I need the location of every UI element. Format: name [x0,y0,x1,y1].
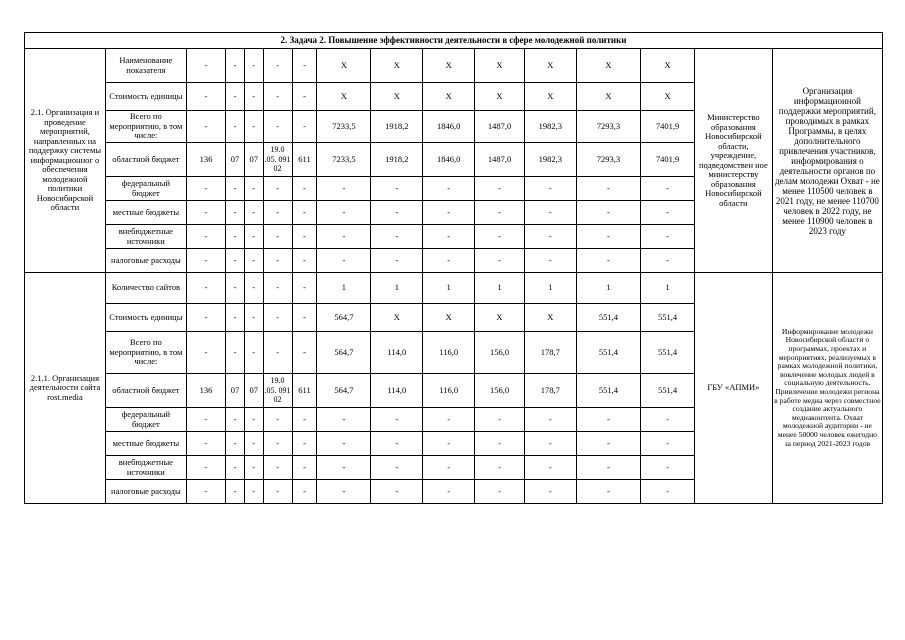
code-cell: - [263,49,292,83]
code-cell: - [244,304,263,332]
expected-result-cell: Организация информационной поддержки мероприятий, проводимых в рамках Программы, в целях дополнительного привлечения участников, информирования о деятельности органов по делам молодежи Охват - не менее 110500 человек в 2021 году, не менее 110700 человек в 2022 году, не менее 110900 человек в 2023 году [772,49,882,273]
value-cell: 1 [641,273,695,304]
code-cell: - [226,83,245,111]
code-cell: - [244,83,263,111]
code-cell: - [292,225,317,249]
value-cell: - [475,456,525,480]
value-cell: - [576,225,640,249]
code-cell: 19.0 .05. 091 02 [263,143,292,177]
executor-cell: Министерство образования Новосибирской области, учреждение, подведомствен ное министерству образования Новосибирской области [694,49,772,273]
code-cell: - [244,273,263,304]
code-cell: - [263,177,292,201]
code-cell: - [186,49,225,83]
code-cell: 19.0 .05. 091 02 [263,374,292,408]
code-cell: - [292,111,317,143]
value-cell: 178,7 [524,332,576,374]
value-cell: - [317,432,371,456]
value-cell: 7401,9 [641,143,695,177]
code-cell: 07 [226,143,245,177]
indicator-label: Стоимость единицы [105,83,186,111]
code-cell: - [186,304,225,332]
value-cell: 564,7 [317,304,371,332]
value-cell: - [371,480,423,504]
code-cell: - [186,201,225,225]
value-cell: - [371,408,423,432]
indicator-label: Наименование показателя [105,49,186,83]
value-cell: - [371,201,423,225]
value-cell: Х [524,83,576,111]
value-cell: Х [475,304,525,332]
code-cell: - [244,332,263,374]
value-cell: 114,0 [371,332,423,374]
code-cell: - [292,273,317,304]
code-cell: - [226,456,245,480]
code-cell: 136 [186,374,225,408]
code-cell: - [226,49,245,83]
value-cell: - [524,249,576,273]
value-cell: Х [371,304,423,332]
code-cell: 611 [292,374,317,408]
code-cell: 611 [292,143,317,177]
value-cell: 551,4 [641,332,695,374]
value-cell: - [423,249,475,273]
value-cell: - [524,432,576,456]
code-cell: - [292,83,317,111]
value-cell: - [641,201,695,225]
value-cell: 551,4 [576,304,640,332]
code-cell: - [244,177,263,201]
code-cell: 07 [226,374,245,408]
code-cell: - [263,408,292,432]
code-cell: - [263,111,292,143]
value-cell: - [475,408,525,432]
value-cell: - [524,456,576,480]
table-row [25,49,883,83]
value-cell: - [641,480,695,504]
code-cell: - [226,111,245,143]
value-cell: Х [475,83,525,111]
value-cell: Х [641,83,695,111]
code-cell: - [186,83,225,111]
code-cell: - [186,332,225,374]
code-cell: - [292,332,317,374]
expected-result-cell: Информирование молодежи Новосибирской области о программах, проектах и мероприятиях, реализуемых в рамках молодежной политики, вовлечение молодых людей в социальную деятельность. Привлечение молодежи региона в работе медиа через совместное создание актуального медиаконтента. Охват молодежной аудитории - не менее 50000 человек ежегодно за период 2021-2023 годов [772,273,882,504]
value-cell: 7293,3 [576,143,640,177]
code-cell: - [292,177,317,201]
code-cell: - [226,249,245,273]
value-cell: Х [317,49,371,83]
code-cell: - [292,432,317,456]
value-cell: - [641,432,695,456]
value-cell: Х [423,49,475,83]
code-cell: - [263,304,292,332]
value-cell: - [371,225,423,249]
value-cell: 7401,9 [641,111,695,143]
value-cell: 551,4 [641,304,695,332]
indicator-label: местные бюджеты [105,432,186,456]
value-cell: - [641,225,695,249]
value-cell: - [475,225,525,249]
code-cell: - [244,201,263,225]
value-cell: Х [524,49,576,83]
value-cell: 116,0 [423,374,475,408]
value-cell: 551,4 [576,332,640,374]
code-cell: - [226,480,245,504]
code-cell: - [263,456,292,480]
code-cell: - [292,408,317,432]
code-cell: - [244,111,263,143]
value-cell: - [475,177,525,201]
value-cell: - [475,201,525,225]
value-cell: 7233,5 [317,111,371,143]
value-cell: Х [371,49,423,83]
value-cell: Х [641,49,695,83]
indicator-label: областной бюджет [105,143,186,177]
value-cell: Х [317,83,371,111]
indicator-label: Количество сайтов [105,273,186,304]
budget-table [24,32,883,504]
code-cell: - [226,304,245,332]
value-cell: - [576,408,640,432]
value-cell: Х [475,49,525,83]
indicator-label: налоговые расходы [105,480,186,504]
value-cell: - [371,432,423,456]
code-cell: - [226,201,245,225]
value-cell: 1 [423,273,475,304]
value-cell: - [371,456,423,480]
value-cell: - [576,201,640,225]
value-cell: - [317,201,371,225]
value-cell: 1 [576,273,640,304]
value-cell: - [576,249,640,273]
code-cell: - [186,432,225,456]
value-cell: 156,0 [475,374,525,408]
section-title: 2. Задача 2. Повышение эффективности деятельности в сфере молодежной политики [25,33,883,49]
code-cell: - [263,480,292,504]
code-cell: - [186,480,225,504]
code-cell: - [263,432,292,456]
budget-table-page [24,32,883,504]
code-cell: - [292,201,317,225]
value-cell: 1 [524,273,576,304]
code-cell: - [263,225,292,249]
value-cell: - [317,408,371,432]
indicator-label: налоговые расходы [105,249,186,273]
value-cell: 1846,0 [423,143,475,177]
value-cell: - [641,177,695,201]
code-cell: - [263,201,292,225]
code-cell: - [226,332,245,374]
value-cell: Х [423,83,475,111]
code-cell: - [292,480,317,504]
value-cell: - [423,201,475,225]
code-cell: - [186,273,225,304]
value-cell: 1487,0 [475,111,525,143]
value-cell: - [423,177,475,201]
value-cell: - [576,480,640,504]
code-cell: - [226,177,245,201]
value-cell: - [317,456,371,480]
value-cell: 114,0 [371,374,423,408]
value-cell: Х [371,83,423,111]
value-cell: - [576,177,640,201]
value-cell: Х [576,49,640,83]
code-cell: - [226,408,245,432]
value-cell: - [641,408,695,432]
value-cell: 1982,3 [524,111,576,143]
code-cell: - [292,304,317,332]
value-cell: 1918,2 [371,143,423,177]
value-cell: - [576,432,640,456]
value-cell: 1 [475,273,525,304]
value-cell: - [641,249,695,273]
code-cell: - [292,456,317,480]
value-cell: 7293,3 [576,111,640,143]
value-cell: - [423,432,475,456]
code-cell: - [263,83,292,111]
code-cell: - [186,111,225,143]
value-cell: - [475,480,525,504]
value-cell: - [475,432,525,456]
value-cell: 551,4 [576,374,640,408]
code-cell: - [186,456,225,480]
value-cell: 1846,0 [423,111,475,143]
code-cell: - [186,408,225,432]
indicator-label: Всего по мероприятию, в том числе: [105,332,186,374]
value-cell: 1982,3 [524,143,576,177]
indicator-label: федеральный бюджет [105,408,186,432]
indicator-label: внебюджетные источники [105,225,186,249]
value-cell: 156,0 [475,332,525,374]
value-cell: 564,7 [317,374,371,408]
indicator-label: Всего по мероприятию, в том числе: [105,111,186,143]
indicator-label: Стоимость единицы [105,304,186,332]
value-cell: - [317,225,371,249]
code-cell: 07 [244,374,263,408]
value-cell: - [423,480,475,504]
indicator-label: областной бюджет [105,374,186,408]
program-name-cell: 2.1.1. Организация деятельности сайта rost.media [25,273,106,504]
table-row [25,273,883,304]
code-cell: - [292,49,317,83]
value-cell: - [371,177,423,201]
value-cell: - [317,177,371,201]
code-cell: - [244,49,263,83]
value-cell: 1 [371,273,423,304]
value-cell: 1918,2 [371,111,423,143]
code-cell: - [292,249,317,273]
value-cell: Х [524,304,576,332]
code-cell: - [244,432,263,456]
value-cell: 178,7 [524,374,576,408]
value-cell: Х [423,304,475,332]
value-cell: 564,7 [317,332,371,374]
code-cell: - [186,225,225,249]
value-cell: - [423,408,475,432]
value-cell: 116,0 [423,332,475,374]
value-cell: Х [576,83,640,111]
value-cell: - [317,249,371,273]
code-cell: - [186,177,225,201]
indicator-label: внебюджетные источники [105,456,186,480]
code-cell: - [244,249,263,273]
code-cell: - [244,408,263,432]
value-cell: - [524,480,576,504]
code-cell: - [263,273,292,304]
value-cell: 1 [317,273,371,304]
program-name-cell: 2.1. Организация и проведение мероприятий, направленных на поддержку системы информационног о обеспечения молодежной политики Новосибирской области [25,49,106,273]
indicator-label: федеральный бюджет [105,177,186,201]
value-cell: - [641,456,695,480]
indicator-label: местные бюджеты [105,201,186,225]
code-cell: - [263,332,292,374]
value-cell: - [524,201,576,225]
code-cell: - [244,225,263,249]
value-cell: - [475,249,525,273]
value-cell: - [423,225,475,249]
code-cell: 07 [244,143,263,177]
value-cell: - [371,249,423,273]
value-cell: 7233,5 [317,143,371,177]
code-cell: - [226,432,245,456]
code-cell: - [244,456,263,480]
value-cell: 1487,0 [475,143,525,177]
code-cell: - [186,249,225,273]
value-cell: 551,4 [641,374,695,408]
code-cell: - [263,249,292,273]
executor-cell: ГБУ «АПМИ» [694,273,772,504]
value-cell: - [423,456,475,480]
value-cell: - [317,480,371,504]
code-cell: - [226,225,245,249]
code-cell: - [226,273,245,304]
code-cell: 136 [186,143,225,177]
value-cell: - [524,177,576,201]
code-cell: - [244,480,263,504]
value-cell: - [524,225,576,249]
value-cell: - [524,408,576,432]
value-cell: - [576,456,640,480]
